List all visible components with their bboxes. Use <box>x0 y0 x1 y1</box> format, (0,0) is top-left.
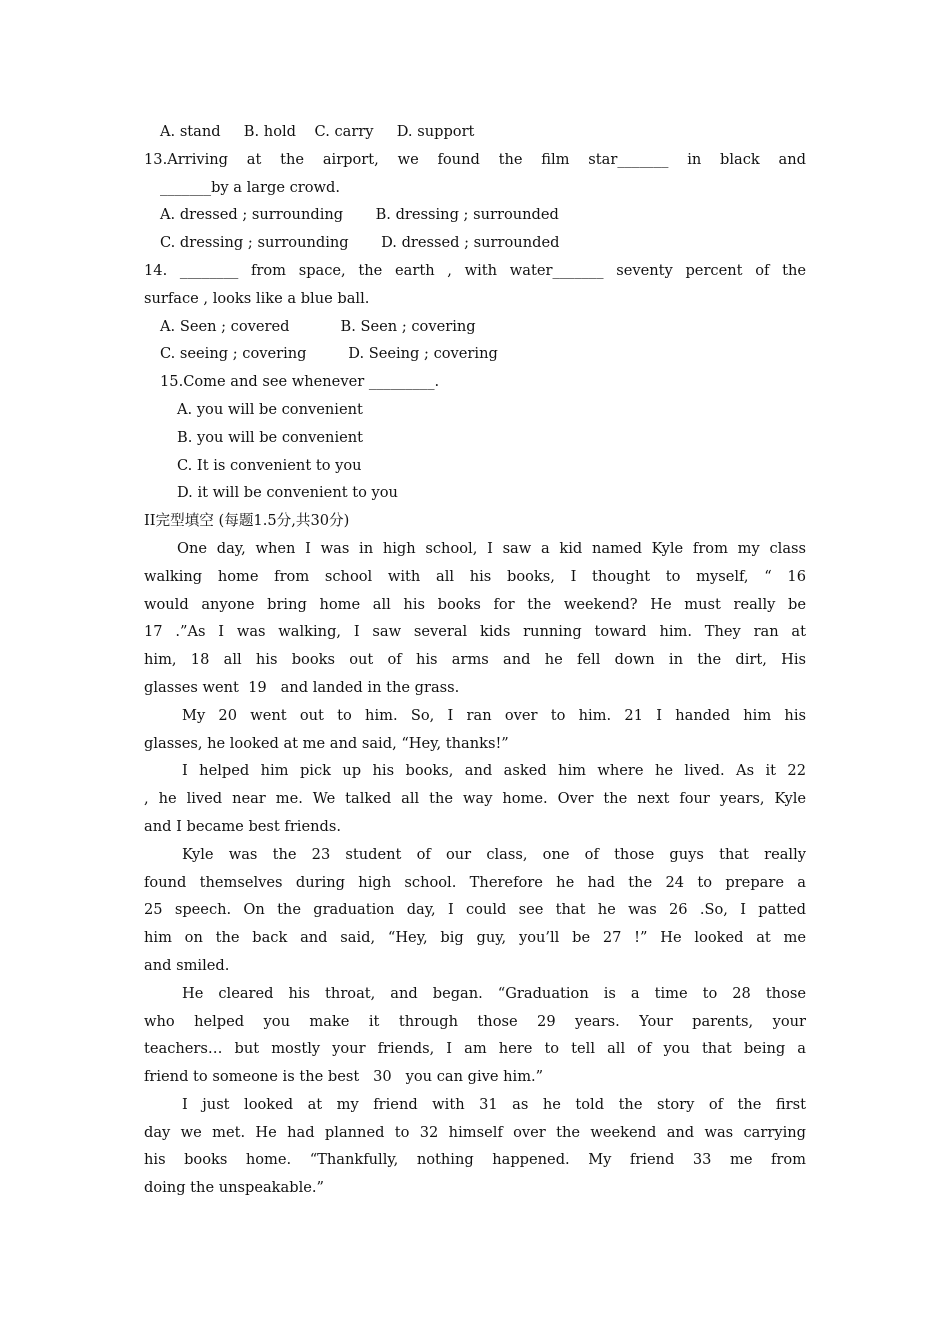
passage-line: his books home. “Thankfully, nothing happened. My friend 33 me from <box>144 1151 806 1169</box>
passage-line: teachers… but mostly your friends, I am here to tell all of you that being a <box>144 1040 806 1058</box>
q12-options: A. stand B. hold C. carry D. support <box>160 123 475 140</box>
passage-line: day we met. He had planned to 32 himself over the weekend and was carrying <box>144 1123 806 1141</box>
passage-line: My 20 went out to him. So, I ran over to him. 21 I handed him his <box>182 706 806 724</box>
passage-line: would anyone bring home all his books for the weekend? He must really be <box>144 595 806 613</box>
q15-option-c: C. It is convenient to you <box>177 456 362 474</box>
passage-line: , he lived near me. We talked all the way home. Over the next four years, Kyle <box>144 790 806 808</box>
passage-line: 25 speech. On the graduation day, I could see that he was 26 .So, I patted <box>144 901 806 919</box>
document-page <box>144 118 806 1202</box>
passage-line: him, 18 all his books out of his arms and he fell down in the dirt, His <box>144 651 806 669</box>
q13-stem-line2: _______by a large crowd. <box>160 178 341 196</box>
passage-line: friend to someone is the best 30 you can give him.” <box>144 1068 544 1086</box>
passage-line: Kyle was the 23 student of our class, one of those guys that really <box>182 845 806 863</box>
q14-stem-line2: surface , looks like a blue ball. <box>144 289 370 307</box>
passage-line: him on the back and said, “Hey, big guy, you’ll be 27 !” He looked at me <box>144 929 806 947</box>
q14-stem-line1: 14. ________ from space, the earth , with water_______ seventy percent of the <box>144 261 806 279</box>
q14-options-cd: C. seeing ; covering D. Seeing ; covering <box>160 345 498 363</box>
passage-line: found themselves during high school. Therefore he had the 24 to prepare a <box>144 873 806 891</box>
passage-line: glasses, he looked at me and said, “Hey, thanks!” <box>144 734 509 752</box>
q15-option-b: B. you will be convenient <box>177 428 364 446</box>
passage-line: I helped him pick up his books, and asked him where he lived. As it 22 <box>182 762 806 780</box>
passage-line: He cleared his throat, and began. “Graduation is a time to 28 those <box>182 984 806 1002</box>
q14-options-ab: A. Seen ; covered B. Seen ; covering <box>160 317 476 335</box>
q13-options-cd: C. dressing ; surrounding D. dressed ; surrounded <box>160 234 560 252</box>
passage-line: One day, when I was in high school, I saw a kid named Kyle from my class <box>177 539 806 557</box>
passage-line: and I became best friends. <box>144 817 341 835</box>
passage-line: and smiled. <box>144 956 230 974</box>
q13-stem-line1: 13.Arriving at the airport, we found the film star_______ in black and <box>144 150 806 168</box>
passage-line: who helped you make it through those 29 years. Your parents, your <box>144 1012 806 1030</box>
passage-line: walking home from school with all his books, I thought to myself, “ 16 <box>144 567 806 585</box>
q15-option-d: D. it will be convenient to you <box>177 484 398 502</box>
passage-line: glasses went 19 and landed in the grass. <box>144 678 460 696</box>
q13-options-ab: A. dressed ; surrounding B. dressing ; surrounded <box>160 206 559 224</box>
passage-line: doing the unspeakable.” <box>144 1179 324 1197</box>
passage-line: 17 .”As I was walking, I saw several kids running toward him. They ran at <box>144 623 806 641</box>
passage-line: I just looked at my friend with 31 as he told the story of the first <box>182 1095 806 1113</box>
q15-stem: 15.Come and see whenever _________. <box>160 373 440 391</box>
section-title: II完型填空 (每题1.5分,共30分) <box>144 512 350 530</box>
q15-option-a: A. you will be convenient <box>177 400 363 418</box>
